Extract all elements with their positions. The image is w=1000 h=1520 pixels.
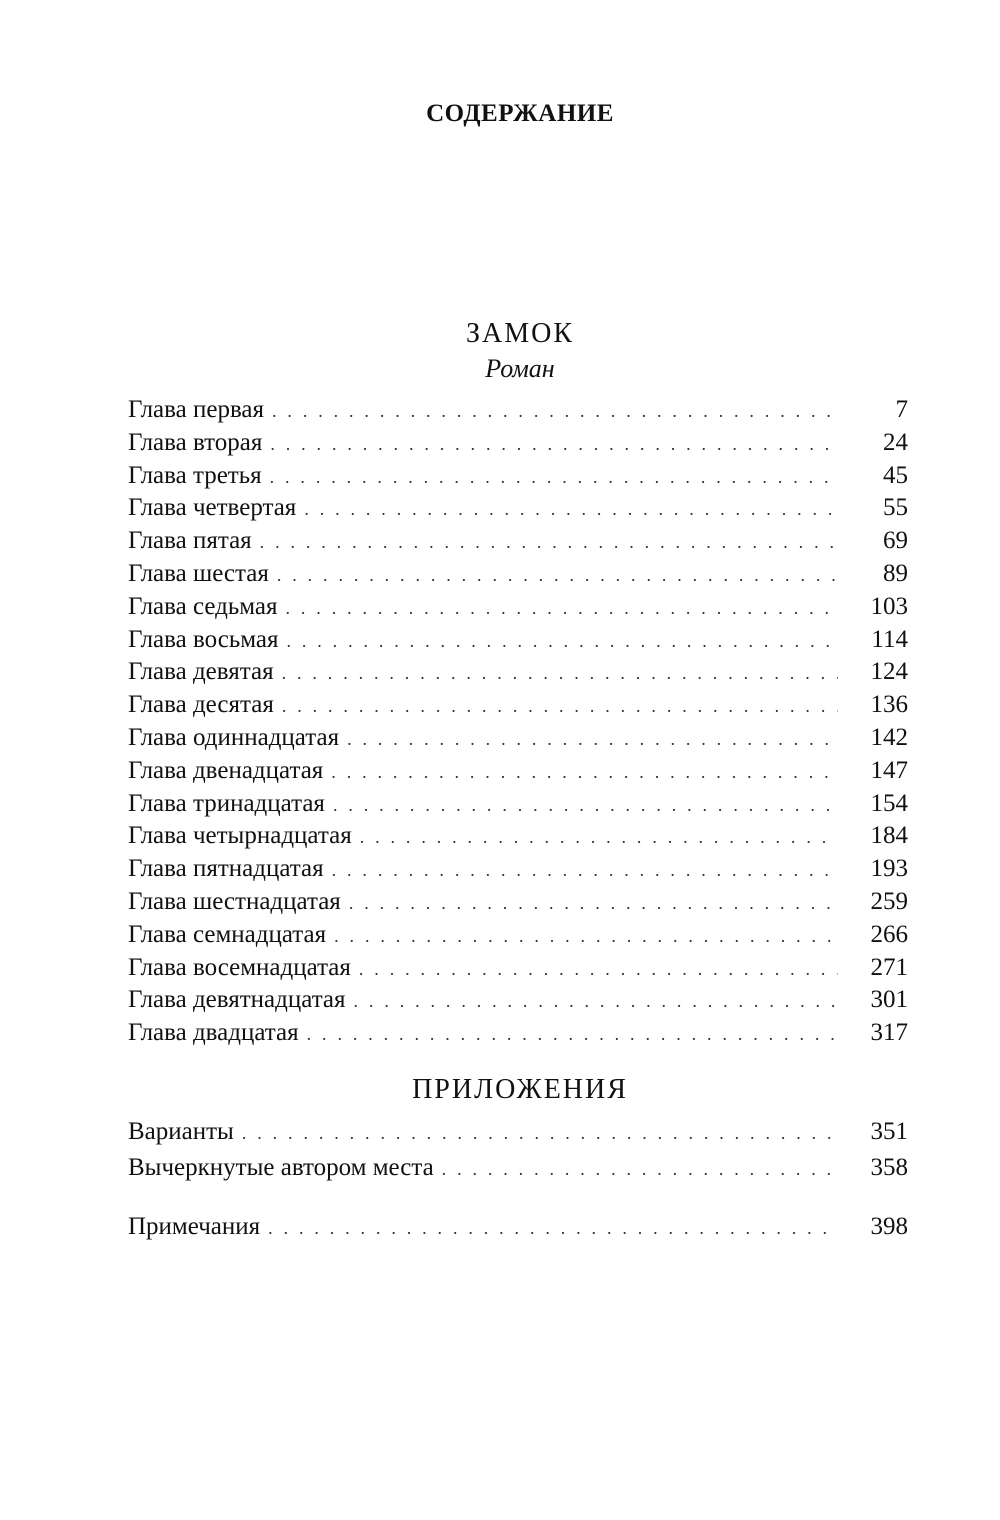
toc-entry-page: 89 [883,559,908,587]
toc-entry[interactable] [128,1150,908,1186]
toc-entry-label: Глава четвертая [128,494,297,522]
toc-entry[interactable] [128,1211,908,1244]
toc-entry-label: Глава вторая [128,428,263,456]
toc-entry-page: 142 [870,723,908,751]
dot-leader [268,1212,838,1245]
toc-entry-label: Глава первая [128,396,265,423]
dot-leader [442,1151,838,1187]
toc-entry[interactable] [128,788,908,821]
dot-leader [347,723,838,756]
toc-entry[interactable] [128,952,908,985]
toc-entry[interactable] [128,1114,908,1150]
toc-entry-label: Глава двенадцатая [128,756,324,784]
dot-leader [304,493,838,526]
toc-entry[interactable] [128,624,908,657]
dot-leader [359,953,838,986]
appendix-heading: ПРИЛОЖЕНИЯ [412,1074,628,1105]
toc-entry[interactable] [128,460,908,493]
dot-leader [260,526,838,559]
toc-entry[interactable] [128,689,908,722]
toc-entry-label: Глава восьмая [128,625,279,653]
toc-entry[interactable] [128,1017,908,1050]
toc-entry[interactable] [128,722,908,755]
toc-entry-page: 55 [883,494,908,522]
dot-leader [277,559,838,592]
toc-entry-label: Глава одиннадцатая [128,723,340,751]
dot-leader [270,428,838,461]
toc-entry-label: Глава двадцатая [128,1019,299,1047]
toc-entry-page: 7 [895,396,908,423]
toc-entry-page: 184 [870,822,908,850]
toc-entry-label: Глава тринадцатая [128,789,325,817]
novel-heading: ЗАМОК [465,318,575,349]
toc-entry-page: 114 [871,625,908,653]
toc-entry-label: Глава десятая [128,691,274,719]
toc-entry-label: Глава восемнадцатая [128,953,351,981]
toc-entry[interactable] [128,558,908,591]
toc-entry-page: 259 [870,887,908,915]
dot-leader [360,821,838,854]
toc-entry-page: 301 [870,986,908,1014]
dot-leader [349,887,838,920]
dot-leader [286,625,838,658]
toc-entry[interactable] [128,656,908,689]
toc-entry[interactable] [128,427,908,460]
toc-entry-page: 147 [870,756,908,784]
toc-entry-page: 266 [870,920,908,948]
chapter-list [128,394,908,1050]
toc-entry-page: 124 [870,658,908,686]
toc-entry-label: Глава семнадцатая [128,920,327,948]
dot-leader [242,1115,838,1151]
page-title: СОДЕРЖАНИЕ [426,100,614,127]
toc-entry-label: Глава девятая [128,658,274,686]
toc-entry[interactable] [128,853,908,886]
toc-entry-page: 358 [870,1154,908,1181]
toc-entry[interactable] [128,919,908,952]
dot-leader [354,985,838,1018]
toc-entry-page: 136 [870,691,908,719]
toc-entry-page: 45 [883,461,908,489]
toc-entry-page: 154 [870,789,908,817]
toc-entry-page: 69 [883,527,908,555]
toc-entry-label: Глава пятая [128,527,252,555]
dot-leader [331,756,838,789]
toc-entry-label: Глава третья [128,461,262,489]
toc-entry-label: Глава шестнадцатая [128,887,341,915]
toc-entry-page: 24 [883,428,908,456]
toc-entry-page: 398 [870,1213,908,1240]
dot-leader [307,1018,838,1051]
toc-entry-label: Вычеркнутые автором места [128,1154,434,1181]
toc-entry[interactable] [128,984,908,1017]
notes-list [128,1211,908,1244]
toc-entry-page: 103 [870,592,908,620]
toc-entry-label: Глава седьмая [128,592,278,620]
dot-leader [272,395,838,428]
toc-entry[interactable] [128,492,908,525]
dot-leader [282,657,838,690]
toc-entry-page: 193 [870,855,908,883]
toc-entry-label: Примечания [128,1213,261,1240]
toc-entry-page: 351 [870,1118,908,1145]
toc-entry[interactable] [128,591,908,624]
dot-leader [286,592,839,625]
dot-leader [333,789,838,822]
dot-leader [282,690,838,723]
toc-entry[interactable] [128,394,908,427]
toc-entry-label: Глава четырнадцатая [128,822,352,850]
toc-entry[interactable] [128,886,908,919]
toc-entry-page: 271 [870,953,908,981]
toc-entry-label: Варианты [128,1118,234,1145]
toc-entry-page: 317 [870,1019,908,1047]
dot-leader [334,920,838,953]
dot-leader [332,854,838,887]
toc-entry[interactable] [128,525,908,558]
toc-entry[interactable] [128,820,908,853]
toc-entry-label: Глава пятнадцатая [128,855,324,883]
dot-leader [270,461,838,494]
toc-entry-label: Глава шестая [128,559,269,587]
toc-entry[interactable] [128,755,908,788]
toc-entry-label: Глава девятнадцатая [128,986,346,1014]
novel-subtitle: Роман [485,354,555,383]
appendix-list [128,1114,908,1186]
